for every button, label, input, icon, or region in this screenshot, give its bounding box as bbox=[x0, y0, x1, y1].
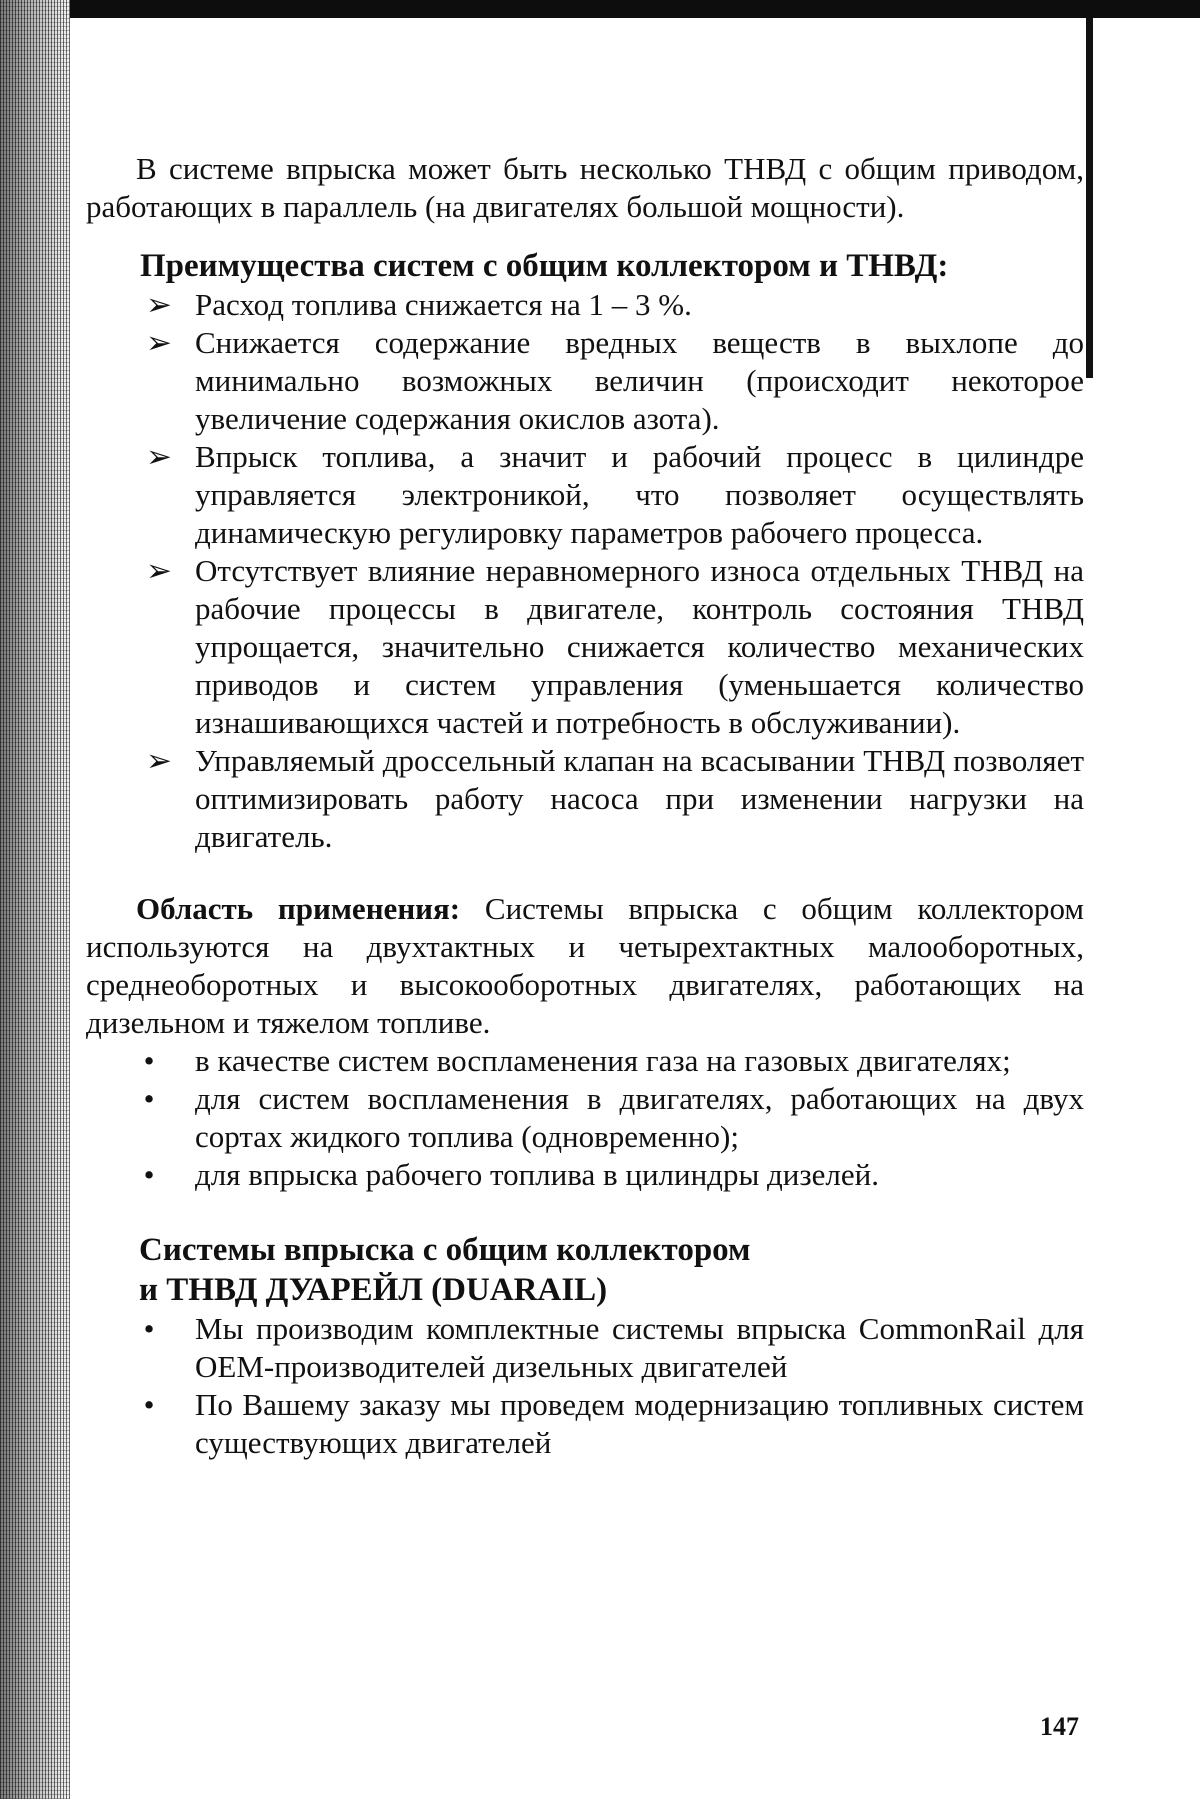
bullet-icon: • bbox=[134, 1080, 164, 1118]
list-item: ➢ Управляемый дроссельный клапан на всасывании ТНВД позволяет оптимизировать работу насоса при изменении нагрузки на двигатель. bbox=[86, 742, 1084, 856]
arrow-bullet-icon: ➢ bbox=[139, 552, 179, 590]
list-item: • для систем воспламенения в двигателях, работающих на двух сортах жидкого топлива (одновременно); bbox=[86, 1080, 1084, 1156]
list-item: ➢ Отсутствует влияние неравномерного износа отдельных ТНВД на рабочие процессы в двигателе, контроль состояния ТНВД упрощается, значительно снижается количество механических приводов и систем управления (уменьшается количество изнашивающихся частей и потребность в обслуживании). bbox=[86, 552, 1084, 742]
scan-right-line bbox=[1086, 18, 1093, 378]
intro-paragraph: В системе впрыска может быть несколько ТНВД с общим приводом, работающих в параллель (на двигателях большой мощности). bbox=[86, 150, 1084, 226]
duarail-heading: Системы впрыска с общим коллектором и ТНВД ДУАРЕЙЛ (DUARAIL) bbox=[139, 1230, 1084, 1310]
application-text: Системы впрыска с общим коллектором используются на двухтактных и четырехтактных малооборотных, среднеоборотных и высокооборотных двигателях, работающих на дизельном и тяжелом топливе. bbox=[86, 891, 1084, 1040]
application-label: Область применения: bbox=[136, 891, 460, 926]
advantages-list bbox=[86, 286, 1084, 856]
list-item: ➢ Впрыск топлива, а значит и рабочий процесс в цилиндре управляется электроникой, что позволяет осуществлять динамическую регулировку параметров рабочего процесса. bbox=[86, 438, 1084, 552]
arrow-bullet-icon: ➢ bbox=[139, 438, 179, 476]
list-item: • По Вашему заказу мы проведем модернизацию топливных систем существующих двигателей bbox=[86, 1386, 1084, 1462]
arrow-bullet-icon: ➢ bbox=[139, 286, 179, 324]
list-item: • Мы производим комплектные системы впрыска CommonRail для ОЕМ-производителей дизельных двигателей bbox=[86, 1310, 1084, 1386]
scan-left-edge bbox=[0, 0, 70, 1799]
advantages-heading: Преимущества систем с общим коллектором и ТНВД: bbox=[140, 246, 1084, 286]
list-item: ➢ Снижается содержание вредных веществ в выхлопе до минимально возможных величин (происходит некоторое увеличение содержания окислов азота). bbox=[86, 324, 1084, 438]
bullet-icon: • bbox=[134, 1156, 164, 1194]
application-list bbox=[86, 1042, 1084, 1194]
scan-top-border bbox=[0, 0, 1200, 18]
application-paragraph bbox=[86, 890, 1084, 1042]
arrow-bullet-icon: ➢ bbox=[139, 324, 179, 362]
list-item: • для впрыска рабочего топлива в цилиндры дизелей. bbox=[86, 1156, 1084, 1194]
list-item: • в качестве систем воспламенения газа на газовых двигателях; bbox=[86, 1042, 1084, 1080]
document-page bbox=[86, 150, 1084, 1462]
arrow-bullet-icon: ➢ bbox=[139, 742, 179, 780]
bullet-icon: • bbox=[134, 1310, 164, 1348]
bullet-icon: • bbox=[134, 1386, 164, 1424]
list-item: ➢ Расход топлива снижается на 1 – 3 %. bbox=[86, 286, 1084, 324]
duarail-list bbox=[86, 1310, 1084, 1462]
page-number: 147 bbox=[1040, 1712, 1079, 1742]
bullet-icon: • bbox=[134, 1042, 164, 1080]
